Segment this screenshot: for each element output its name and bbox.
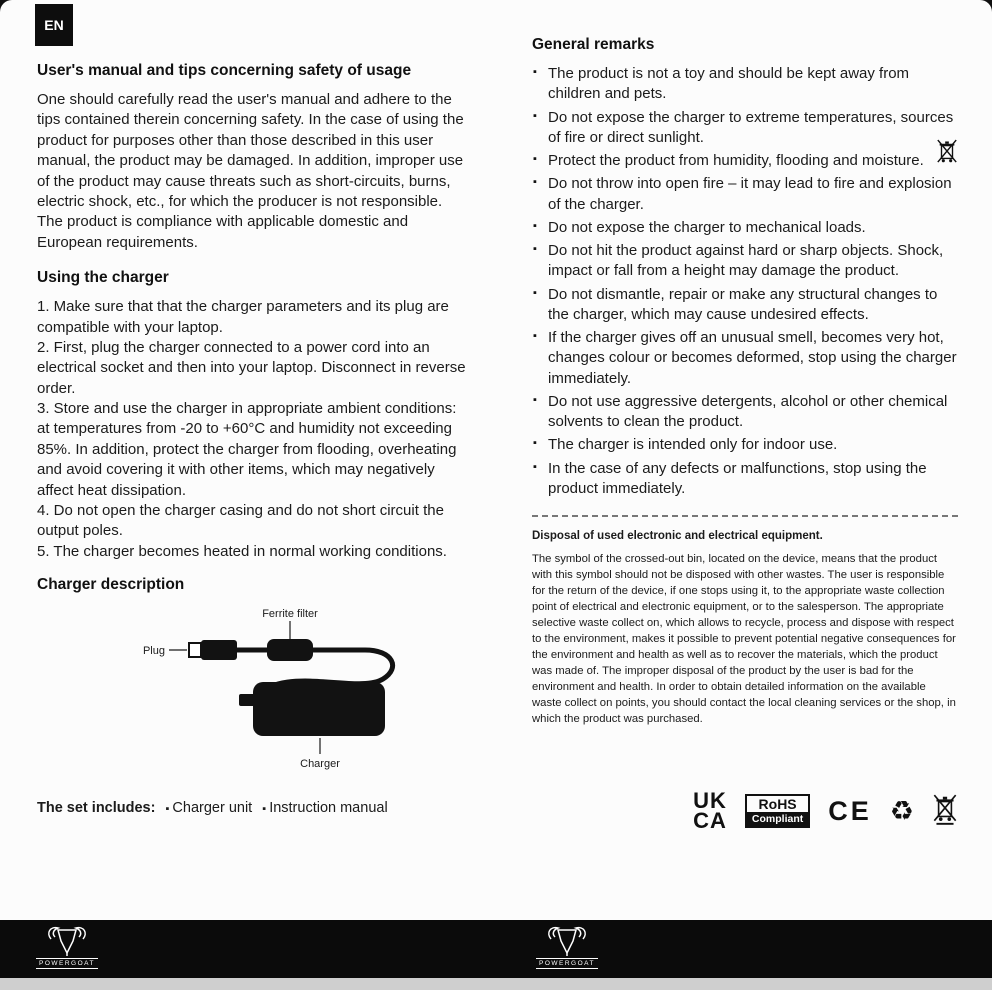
general-remarks-list bbox=[532, 64, 958, 499]
general-remarks-title: General remarks bbox=[532, 36, 655, 53]
ferrite-filter-icon bbox=[267, 639, 313, 661]
recycle-icon: ♻ bbox=[889, 795, 914, 826]
charger-diagram bbox=[77, 604, 477, 776]
weee-bin-icon bbox=[936, 138, 958, 171]
dashed-divider bbox=[532, 515, 958, 517]
remark-item: ▪ The charger is intended only for indoor use. bbox=[532, 435, 958, 455]
set-includes-item: ▪ Instruction manual bbox=[262, 800, 387, 816]
powergoat-logo bbox=[32, 925, 102, 969]
remark-item: ▪ Protect the product from humidity, flooding and moisture. bbox=[532, 151, 958, 171]
remark-item: ▪ Do not dismantle, repair or make any structural changes to the charger, which may cause undesired effects. bbox=[532, 285, 958, 326]
weee-bin-large-icon bbox=[932, 793, 958, 830]
charger-description-title: Charger description bbox=[37, 576, 185, 594]
left-title: User's manual and tips concerning safety of usage bbox=[37, 62, 412, 79]
charger-label: Charger bbox=[300, 758, 340, 771]
step-item: 4. Do not open the charger casing and do not short circuit the output poles. bbox=[37, 502, 444, 540]
disposal-title: Disposal of used electronic and electrical equipment. bbox=[532, 530, 823, 542]
remark-item: ▪ Do not hit the product against hard or sharp objects. Shock, impact or fall from a height may damage the product. bbox=[532, 241, 958, 282]
goat-emblem-icon bbox=[45, 925, 89, 957]
ukca-bottom: CA bbox=[693, 808, 727, 834]
set-includes-label: The set includes: bbox=[37, 800, 156, 817]
rohs-compliant-label: Compliant bbox=[747, 812, 808, 826]
remark-item: ▪ The product is not a toy and should be kept away from children and pets. bbox=[532, 64, 958, 105]
ferrite-filter-label: Ferrite filter bbox=[262, 608, 318, 621]
remark-item: ▪ If the charger gives off an unusual smell, becomes very hot, changes colour or becomes deformed, stop using the charger immediately. bbox=[532, 328, 958, 389]
certification-marks bbox=[532, 787, 958, 834]
step-item: 5. The charger becomes heated in normal working conditions. bbox=[37, 542, 447, 560]
disposal-text: The symbol of the crossed-out bin, located on the device, means that the product with this symbol should not be disposed with other wastes. The user is responsible for the return of the device, if one stops using it, to the appropriate waste collection point of electrical and electronic equipment, or to the salesperson. The appropriate selective waste collect on, which allows to recycle, process and dispose with respect to the environment, makes it possible to prevent potential negative consequences for the environment and health as well as to recover the materials, which the product was made of. The improper disposal of the product by the user is bad for the environment and health. In order to obtain detailed information on the available waste collect on points, you should contact the local cleaning services or the shop, in which the product was purchased. bbox=[532, 552, 956, 725]
step-item: 3. Store and use the charger in appropriate ambient conditions: at temperatures from -20 to +60°C and humidity not exceeding 85%. In addition, protect the charger from flooding, overheating and avoid covering it with other items, which may negatively affect heat dissipation. bbox=[37, 400, 457, 499]
remark-item: ▪ In the case of any defects or malfunctions, stop using the product immediately. bbox=[532, 459, 958, 500]
bottom-edge-strip bbox=[0, 978, 992, 990]
set-includes-line bbox=[37, 800, 470, 816]
set-includes-items bbox=[155, 800, 387, 816]
brand-name: POWERGOAT bbox=[36, 958, 98, 969]
language-badge: EN bbox=[35, 4, 73, 46]
using-charger-steps bbox=[37, 297, 470, 562]
right-column bbox=[532, 36, 958, 834]
step-item: 2. First, plug the charger connected to a power cord into an electrical socket and then into your laptop. Disconnect in reverse order. bbox=[37, 338, 466, 397]
footer-bar bbox=[0, 920, 992, 978]
rohs-mark-icon bbox=[745, 794, 810, 828]
set-includes-item: ▪ Charger unit bbox=[165, 800, 252, 816]
using-charger-title: Using the charger bbox=[37, 269, 169, 287]
remark-item: ▪ Do not expose the charger to mechanical loads. bbox=[532, 218, 958, 238]
goat-emblem-icon bbox=[545, 925, 589, 957]
intro-paragraph: One should carefully read the user's manual and adhere to the tips contained therein concerning safety. In the case of using the product for purposes other than those described in this user manual, the product may be damaged. In addition, improper use of the product may cause threats such as short-circuits, burns, electric shock, etc., for which the producer is not responsible. The product is compliance with applicable domestic and European requirements. bbox=[37, 91, 464, 251]
plug-body-icon bbox=[201, 640, 237, 660]
charger-brick-icon bbox=[253, 682, 385, 736]
brand-name: POWERGOAT bbox=[536, 958, 598, 969]
remark-item: ▪ Do not expose the charger to extreme temperatures, sources of fire or direct sunlight. bbox=[532, 108, 958, 149]
plug-label: Plug bbox=[142, 645, 165, 658]
ce-mark-icon: CE bbox=[828, 795, 872, 826]
ukca-mark-icon bbox=[693, 787, 727, 834]
remark-item: ▪ Do not throw into open fire – it may lead to fire and explosion of the charger. bbox=[532, 174, 958, 215]
ukca-top: UK bbox=[693, 787, 727, 813]
powergoat-logo bbox=[532, 925, 602, 969]
rohs-label: RoHS bbox=[758, 796, 797, 813]
left-column bbox=[37, 62, 470, 816]
plug-tip-icon bbox=[189, 643, 201, 657]
remark-item: ▪ Do not use aggressive detergents, alcohol or other chemical solvents to clean the product. bbox=[532, 392, 958, 433]
step-item: 1. Make sure that that the charger parameters and its plug are compatible with your laptop. bbox=[37, 298, 449, 336]
